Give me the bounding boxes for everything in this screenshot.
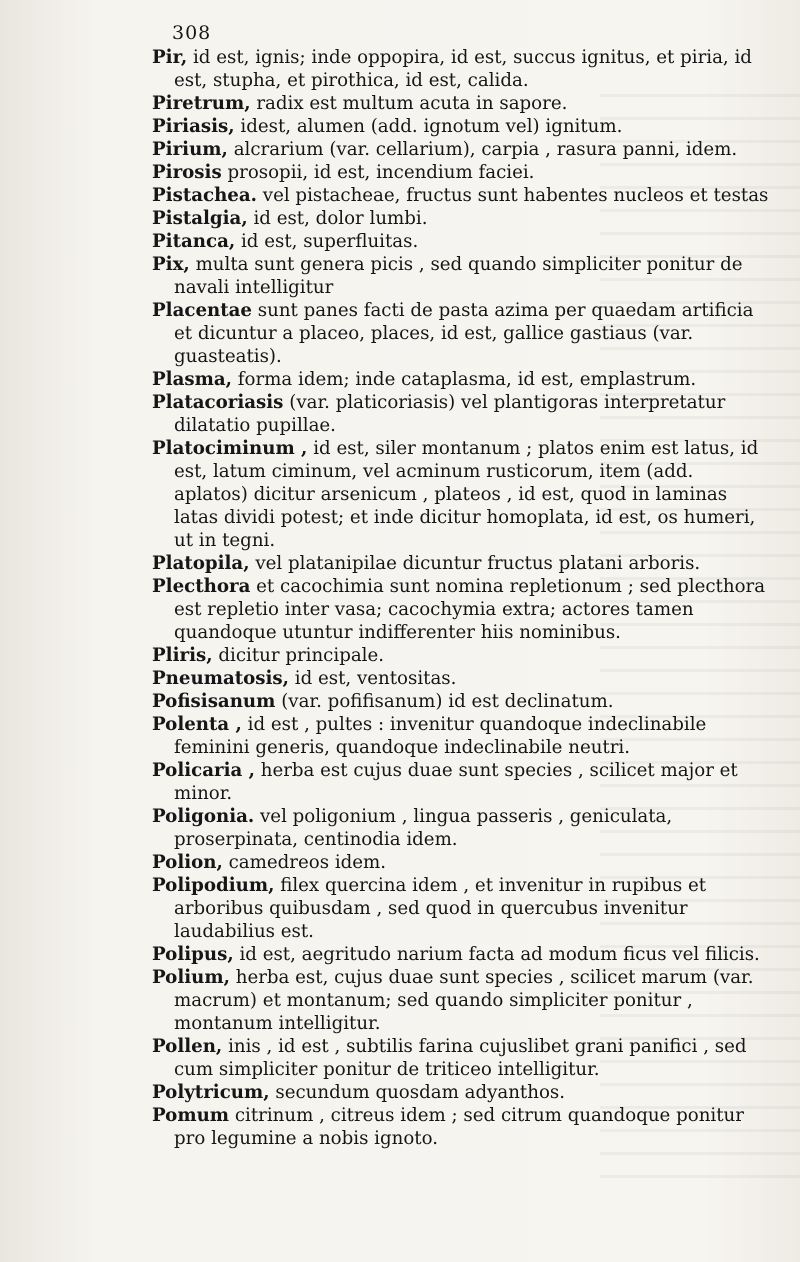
dictionary-entry xyxy=(152,805,770,851)
entry-definition: secundum quosdam adyanthos. xyxy=(275,1082,566,1103)
entry-headword: Platociminum , xyxy=(152,438,308,459)
entry-headword: Polium, xyxy=(152,967,230,988)
entry-definition: radix est multum acuta in sapore. xyxy=(256,93,568,114)
entry-headword: Pomum xyxy=(152,1105,230,1126)
entry-definition: citrinum , citreus idem ; sed citrum quandoque ponitur pro legumine a nobis ignoto. xyxy=(174,1105,744,1149)
entry-headword: Platopila, xyxy=(152,553,250,574)
entry-definition: id est, siler montanum ; platos enim est latus, id est, latum ciminum, vel acminum rusticorum, item (add. aplatos) dicitur arsenicum , plateos , id est, quod in laminas latas dividi potest; et inde dicitur homoplata, id est, os humeri, ut in tegni. xyxy=(174,438,759,551)
dictionary-entry xyxy=(152,966,770,1035)
dictionary-entry xyxy=(152,1081,770,1104)
entry-headword: Polion, xyxy=(152,852,223,873)
dictionary-entry xyxy=(152,161,770,184)
dictionary-entry xyxy=(152,437,770,552)
entry-definition: vel platanipilae dicuntur fructus platani arboris. xyxy=(255,553,701,574)
entry-headword: Pliris, xyxy=(152,645,213,666)
entry-headword: Pirium, xyxy=(152,139,228,160)
entry-definition: vel pistacheae, fructus sunt habentes nucleos et testas xyxy=(262,185,769,206)
dictionary-entry xyxy=(152,1035,770,1081)
entry-headword: Polipodium, xyxy=(152,875,275,896)
dictionary-entry xyxy=(152,874,770,943)
dictionary-entry xyxy=(152,138,770,161)
dictionary-entry xyxy=(152,46,770,92)
dictionary-entry xyxy=(152,943,770,966)
entry-definition: sunt panes facti de pasta azima per quaedam artificia et dicuntur a placeo, places, id est, gallice gastiaus (var. guasteatis). xyxy=(174,300,754,367)
dictionary-entry xyxy=(152,299,770,368)
dictionary-entry xyxy=(152,184,770,207)
entry-headword: Piriasis, xyxy=(152,116,235,137)
entry-headword: Pneumatosis, xyxy=(152,668,289,689)
entry-definition: idest, alumen (add. ignotum vel) ignitum. xyxy=(240,116,623,137)
entry-headword: Plasma, xyxy=(152,369,232,390)
entry-headword: Policaria , xyxy=(152,760,255,781)
entry-definition: alcrarium (var. cellarium), carpia , rasura panni, idem. xyxy=(233,139,738,160)
entry-headword: Plecthora xyxy=(152,576,251,597)
entry-definition: id est , pultes : invenitur quandoque indeclinabile feminini generis, quandoque indeclinabile neutri. xyxy=(174,714,707,758)
dictionary-entry xyxy=(152,690,770,713)
entry-definition: vel poligonium , lingua passeris , geniculata, proserpinata, centinodia idem. xyxy=(174,806,673,850)
dictionary-entry xyxy=(152,391,770,437)
dictionary-entries xyxy=(152,46,770,1150)
page-number: 308 xyxy=(172,22,212,44)
dictionary-entry xyxy=(152,253,770,299)
dictionary-entry xyxy=(152,368,770,391)
entry-definition: inis , id est , subtilis farina cujuslibet grani panifici , sed cum simpliciter ponitur de triticeo intelligitur. xyxy=(174,1036,747,1080)
entry-definition: prosopii, id est, incendium faciei. xyxy=(227,162,535,183)
entry-headword: Pir, xyxy=(152,47,188,68)
entry-definition: id est, aegritudo narium facta ad modum ficus vel filicis. xyxy=(239,944,760,965)
dictionary-entry xyxy=(152,575,770,644)
dictionary-entry xyxy=(152,1104,770,1150)
dictionary-entry xyxy=(152,759,770,805)
dictionary-entry xyxy=(152,230,770,253)
entry-headword: Pirosis xyxy=(152,162,222,183)
entry-definition: herba est cujus duae sunt species , scilicet major et minor. xyxy=(174,760,738,804)
entry-definition: filex quercina idem , et invenitur in rupibus et arboribus quibusdam , sed quod in quercubus invenitur laudabilius est. xyxy=(174,875,707,942)
entry-definition: (var. pofifisanum) id est declinatum. xyxy=(281,691,614,712)
entry-headword: Poligonia. xyxy=(152,806,255,827)
entry-headword: Pollen, xyxy=(152,1036,223,1057)
entry-headword: Pistachea. xyxy=(152,185,257,206)
entry-headword: Pistalgia, xyxy=(152,208,248,229)
entry-definition: (var. platicoriasis) vel plantigoras interpretatur dilatatio pupillae. xyxy=(174,392,726,436)
dictionary-entry xyxy=(152,207,770,230)
dictionary-entry xyxy=(152,644,770,667)
entry-definition: multa sunt genera picis , sed quando simpliciter ponitur de navali intelligitur xyxy=(174,254,743,298)
entry-definition: herba est, cujus duae sunt species , scilicet marum (var. macrum) et montanum; sed quando simpliciter ponitur , montanum intelligitur. xyxy=(174,967,754,1034)
entry-headword: Placentae xyxy=(152,300,252,321)
entry-definition: id est, ventositas. xyxy=(294,668,457,689)
entry-headword: Pitanca, xyxy=(152,231,236,252)
entry-headword: Pix, xyxy=(152,254,190,275)
entry-definition: id est, superfluitas. xyxy=(240,231,419,252)
entry-headword: Piretrum, xyxy=(152,93,251,114)
entry-headword: Polytricum, xyxy=(152,1082,270,1103)
entry-headword: Platacoriasis xyxy=(152,392,284,413)
entry-definition: id est, ignis; inde oppopira, id est, succus ignitus, et piria, id est, stupha, et pirothica, id est, calida. xyxy=(174,47,752,91)
dictionary-entry xyxy=(152,713,770,759)
entry-definition: forma idem; inde cataplasma, id est, emplastrum. xyxy=(237,369,697,390)
entry-definition: dicitur principale. xyxy=(218,645,385,666)
entry-definition: id est, dolor lumbi. xyxy=(253,208,428,229)
dictionary-entry xyxy=(152,115,770,138)
dictionary-entry xyxy=(152,851,770,874)
dictionary-entry xyxy=(152,552,770,575)
entry-headword: Polenta , xyxy=(152,714,242,735)
dictionary-entry xyxy=(152,667,770,690)
entry-headword: Pofisisanum xyxy=(152,691,276,712)
dictionary-entry xyxy=(152,92,770,115)
entry-definition: et cacochimia sunt nomina repletionum ; sed plecthora est repletio inter vasa; cacochymia extra; actores tamen quandoque utuntur indifferenter hiis nominibus. xyxy=(174,576,766,643)
entry-headword: Polipus, xyxy=(152,944,234,965)
entry-definition: camedreos idem. xyxy=(228,852,387,873)
